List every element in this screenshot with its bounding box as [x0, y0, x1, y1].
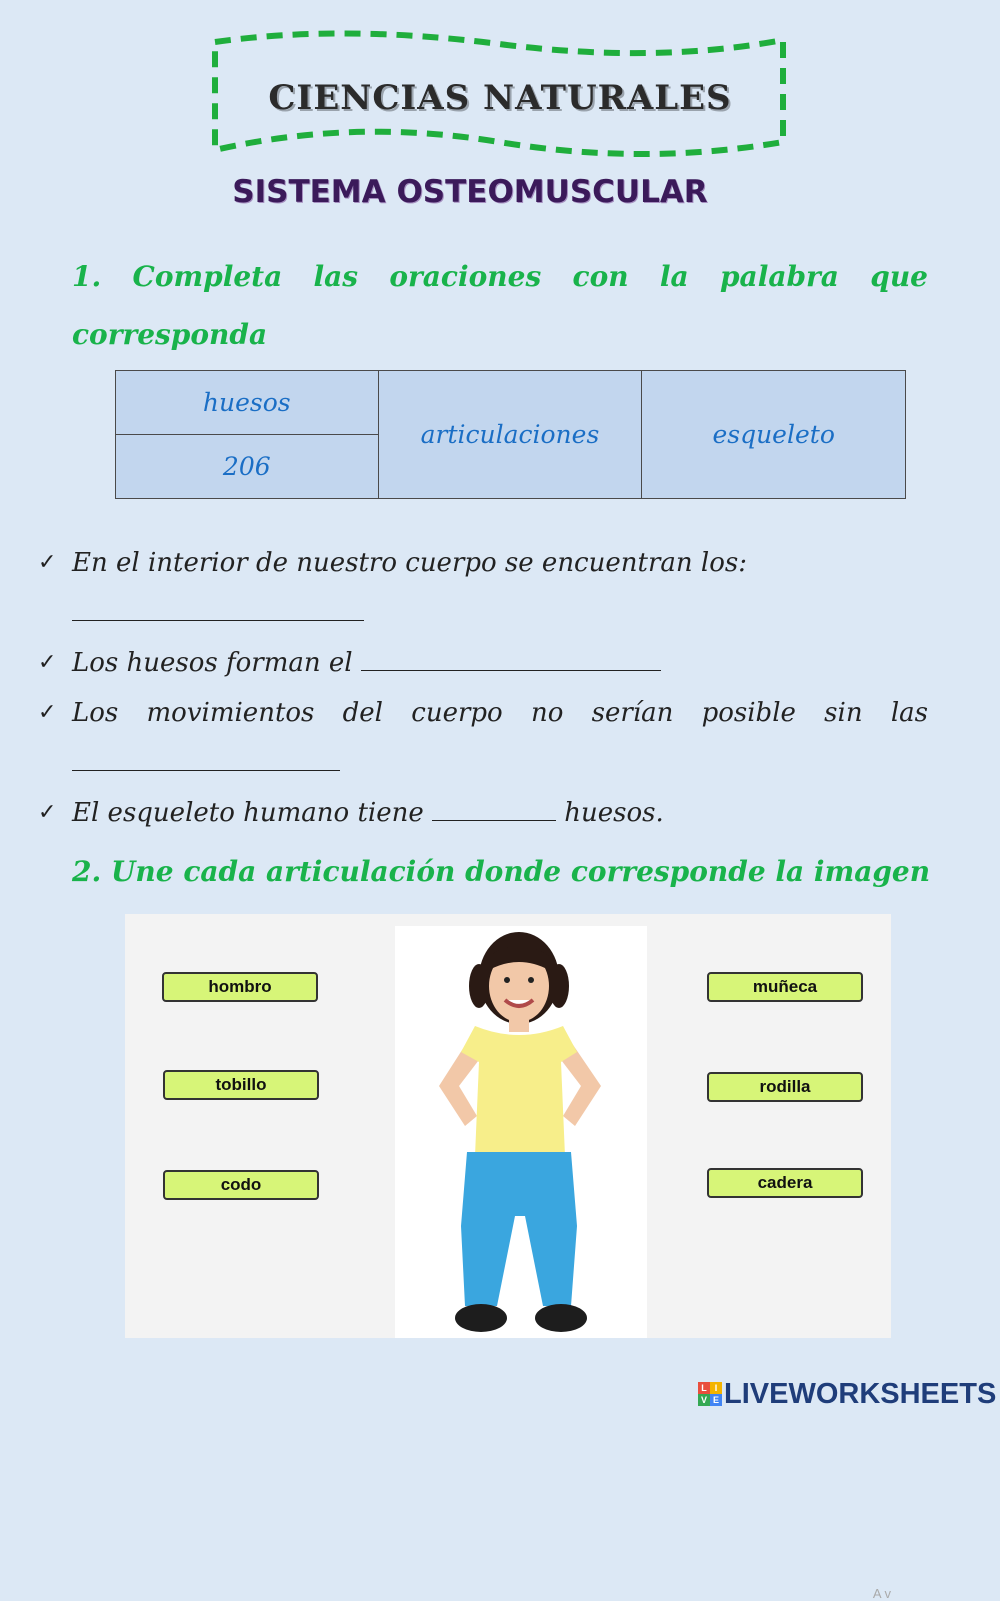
- sentence-item: ✓ El esqueleto humano tiene huesos.: [38, 788, 928, 838]
- label-tobillo[interactable]: tobillo: [163, 1070, 319, 1100]
- liveworksheets-logo: [698, 1378, 996, 1410]
- page-subtitle: SISTEMA OSTEOMUSCULAR: [232, 174, 708, 210]
- sentence-item: ✓ Los movimientos del cuerpo no serían posible sin las: [38, 688, 928, 788]
- page-title: CIENCIAS NATURALES: [268, 78, 732, 118]
- checkmark-icon: ✓: [38, 650, 57, 675]
- label-muneca[interactable]: muñeca: [707, 972, 863, 1002]
- label-rodilla[interactable]: rodilla: [707, 1072, 863, 1102]
- sentence-list: [38, 538, 928, 838]
- brand-name: LIVEWORKSHEETS: [724, 1377, 997, 1410]
- checkmark-icon: ✓: [38, 700, 57, 725]
- word-bank-cell: articulaciones: [378, 371, 642, 499]
- liveworksheets-icon: L I V E: [698, 1382, 722, 1406]
- sentence-item: ✓ Los huesos forman el: [38, 638, 928, 688]
- watermark-text: A v: [872, 1586, 891, 1601]
- label-cadera[interactable]: cadera: [707, 1168, 863, 1198]
- word-bank-table: [115, 370, 906, 499]
- girl-illustration: [395, 926, 647, 1338]
- sentence-item: ✓ En el interior de nuestro cuerpo se encuentran los:: [38, 538, 928, 638]
- label-hombro[interactable]: hombro: [162, 972, 318, 1002]
- checkmark-icon: ✓: [38, 550, 57, 575]
- answer-blank[interactable]: [72, 591, 364, 621]
- girl-photo: [395, 926, 647, 1338]
- question-2-heading: 2. Une cada articulación donde corresponde la imagen: [72, 855, 931, 888]
- answer-blank[interactable]: [361, 641, 661, 671]
- question-1-heading: 1. Completa las oraciones con la palabra que corresponda: [72, 260, 928, 351]
- answer-blank[interactable]: [432, 791, 556, 821]
- word-bank-cell: huesos: [116, 371, 379, 435]
- checkmark-icon: ✓: [38, 800, 57, 825]
- word-bank-cell: 206: [116, 435, 379, 499]
- word-bank-cell: esqueleto: [642, 371, 906, 499]
- answer-blank[interactable]: [72, 741, 340, 771]
- label-codo[interactable]: codo: [163, 1170, 319, 1200]
